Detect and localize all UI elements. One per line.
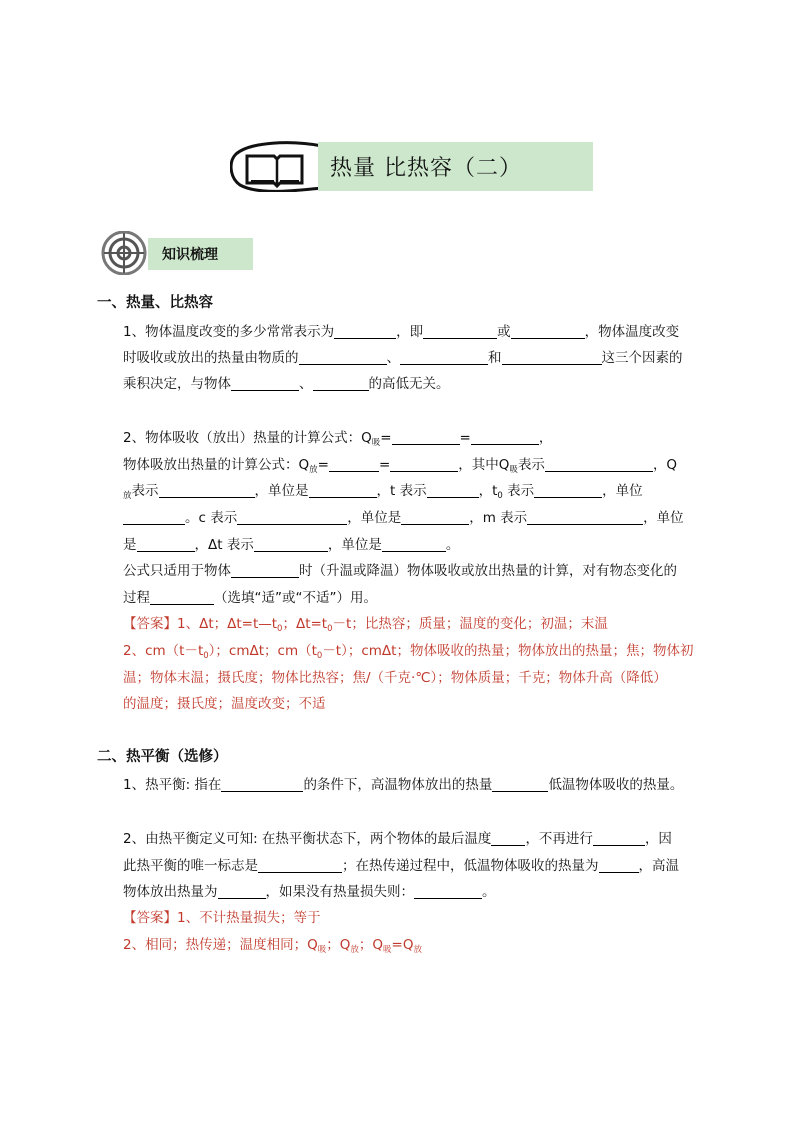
blank[interactable]: [218, 883, 266, 899]
blank[interactable]: [534, 482, 602, 498]
text: 2、相同；热传递；温度相同；Q: [123, 937, 318, 953]
part2-answer-line2: [123, 935, 422, 960]
blank[interactable]: [231, 562, 299, 578]
text: 是: [123, 537, 137, 553]
section-banner: [100, 231, 260, 275]
subscript: 吸: [371, 438, 381, 448]
answer-tag: 【答案】: [123, 616, 177, 632]
blank[interactable]: [150, 589, 214, 605]
target-icon: [100, 231, 150, 275]
part1-q2-line6: [123, 561, 677, 581]
title-box: [318, 142, 593, 191]
text: ，高温: [638, 858, 679, 874]
text: 1、热平衡: 指在: [123, 777, 222, 793]
blank[interactable]: [492, 776, 548, 792]
blank[interactable]: [231, 375, 299, 391]
part1-q1-line3: [123, 374, 450, 394]
part1-q2-line5: [123, 535, 459, 555]
book-icon: [230, 140, 325, 192]
part1-q2-line1: [123, 428, 552, 453]
blank[interactable]: [511, 323, 585, 339]
subscript: 0: [203, 651, 209, 661]
page-title: 热量 比热容（二）: [330, 156, 522, 181]
text: 1、Δt；Δt=t—t: [177, 616, 278, 632]
text: ，单位是: [347, 510, 402, 526]
text: 表示: [131, 483, 159, 499]
subscript: 放: [413, 945, 422, 955]
text: ，t: [478, 483, 498, 499]
text: ；Q: [326, 937, 351, 953]
blank[interactable]: [414, 883, 482, 899]
blank[interactable]: [400, 349, 488, 365]
text: 或: [497, 324, 511, 340]
subscript: 0: [497, 491, 503, 501]
part1-q1-line1: [123, 322, 679, 342]
text: ，: [538, 430, 553, 446]
blank[interactable]: [401, 509, 469, 525]
text: 的高低无关。: [368, 376, 450, 392]
blank[interactable]: [593, 830, 645, 846]
text: 物体吸放出热量的计算公式：Q: [123, 457, 310, 473]
part2-q1: [123, 775, 683, 795]
text: 乘积决定，与物体: [123, 376, 231, 392]
blank[interactable]: [390, 456, 458, 472]
text: ，不再进行: [525, 831, 593, 847]
text: －t；比热容；质量；温度的变化；初温；末温: [332, 616, 608, 632]
subscript: 放: [309, 465, 318, 475]
part1-answer-line4: 的温度；摄氏度；温度改变；不适: [123, 696, 326, 712]
text: ，其中Q: [458, 457, 510, 473]
blank[interactable]: [502, 349, 602, 365]
blank[interactable]: [221, 776, 303, 792]
text: 1、不计热量损失；等于: [177, 910, 321, 926]
subscript: 吸: [317, 945, 327, 955]
subscript: 0: [316, 651, 323, 661]
part1-answer-line3: 温；物体末温；摄氏度；物体比热容；焦/（千克·℃）；物体质量；千克；物体升高（降低）: [123, 670, 667, 686]
blank[interactable]: [427, 482, 479, 498]
part1-q1-line2: [123, 348, 683, 368]
text: =Q: [391, 937, 414, 953]
text: ，因: [644, 831, 672, 847]
text: 时（升温或降温）物体吸收或放出热量的计算，对有物态变化的: [299, 563, 677, 579]
text: 物体放出热量为: [123, 884, 218, 900]
part1-q2-line4: [123, 508, 684, 528]
text: 表示: [502, 483, 535, 499]
text: 的条件下，高温物体放出的热量: [303, 777, 493, 793]
section-label: 知识梳理: [162, 247, 218, 263]
text: ，如果没有热量损失则：: [265, 884, 414, 900]
subscript: 0: [327, 624, 333, 634]
text: =: [380, 430, 392, 446]
subscript: 放: [123, 491, 132, 501]
text: 、: [386, 350, 400, 366]
blank[interactable]: [258, 857, 342, 873]
text: 公式只适用于物体: [123, 563, 231, 579]
blank[interactable]: [159, 482, 255, 498]
subscript: 吸: [509, 465, 518, 475]
blank[interactable]: [254, 536, 328, 552]
text: ，Δt 表示: [194, 537, 254, 553]
blank[interactable]: [329, 456, 379, 472]
text: 低温物体吸收的热量。: [548, 777, 684, 793]
blank[interactable]: [299, 349, 387, 365]
text: 和: [488, 350, 502, 366]
text: 此热平衡的唯一标志是: [123, 858, 258, 874]
blank[interactable]: [471, 429, 539, 445]
blank[interactable]: [382, 536, 446, 552]
blank[interactable]: [237, 509, 347, 525]
part1-answer-line1: [123, 614, 608, 639]
part2-heading: 二、热平衡（选修）: [97, 749, 228, 765]
part2-q2-line1: [123, 829, 672, 849]
part1-q2-line2: [123, 455, 677, 480]
part1-heading: 一、热量、比热容: [97, 295, 213, 311]
text: ）；cmΔt；cm（t: [208, 643, 317, 659]
text: ，Q: [652, 457, 678, 473]
part1-answer-line2: [123, 641, 693, 666]
text: 。c 表示: [185, 510, 238, 526]
text: ；Δt=t: [282, 616, 328, 632]
part2-answer-line1: [123, 908, 321, 928]
title-banner: [230, 140, 593, 192]
answer-tag: 【答案】: [123, 910, 177, 926]
text: （选填“适”或“不适”）用。: [214, 590, 377, 606]
text: 这三个因素的: [601, 350, 683, 366]
text: 表示: [517, 457, 545, 473]
text: ，单位: [643, 510, 684, 526]
text: ，物体温度改变: [584, 324, 680, 340]
blank[interactable]: [599, 857, 639, 873]
subscript: 放: [350, 945, 359, 955]
text: 。: [445, 537, 460, 553]
text: =: [378, 457, 391, 473]
text: ，单位: [602, 483, 643, 499]
text: ，单位是: [254, 483, 309, 499]
blank[interactable]: [527, 509, 643, 525]
text: 1、物体温度改变的多少常常表示为: [123, 324, 335, 340]
blank[interactable]: [334, 323, 396, 339]
text: 2、由热平衡定义可知: 在热平衡状态下，两个物体的最后温度: [123, 831, 492, 847]
text: ；Q: [358, 937, 384, 953]
blank[interactable]: [423, 323, 497, 339]
text: 时吸收或放出的热量由物质的: [123, 350, 299, 366]
section-box: [148, 238, 253, 270]
subscript: 0: [277, 624, 283, 634]
part2-q2-line3: [123, 882, 496, 902]
text: 2、物体吸收（放出）热量的计算公式：Q: [123, 430, 372, 446]
blank[interactable]: [137, 536, 195, 552]
part2-q2-line2: [123, 856, 679, 876]
text: ，即: [396, 324, 424, 340]
blank[interactable]: [545, 456, 653, 472]
text: =: [459, 430, 471, 446]
text: ；在热传递过程中，低温物体吸收的热量为: [342, 858, 599, 874]
blank[interactable]: [392, 429, 460, 445]
text: ，单位是: [327, 537, 382, 553]
text: 。: [482, 884, 496, 900]
text: ，t 表示: [376, 483, 427, 499]
part1-q2-line3: [123, 481, 643, 506]
blank[interactable]: [313, 375, 369, 391]
text: ，m 表示: [469, 510, 528, 526]
text: 过程: [123, 590, 150, 606]
text: 、: [299, 376, 313, 392]
blank[interactable]: [309, 482, 377, 498]
text: =: [317, 457, 329, 473]
subscript: 吸: [383, 945, 392, 955]
text: －t）；cmΔt；物体吸收的热量；物体放出的热量；焦；物体初: [322, 643, 694, 659]
blank[interactable]: [123, 509, 185, 525]
text: 2、cm（t－t: [123, 643, 204, 659]
blank[interactable]: [491, 830, 525, 846]
part1-q2-line7: [123, 588, 377, 608]
